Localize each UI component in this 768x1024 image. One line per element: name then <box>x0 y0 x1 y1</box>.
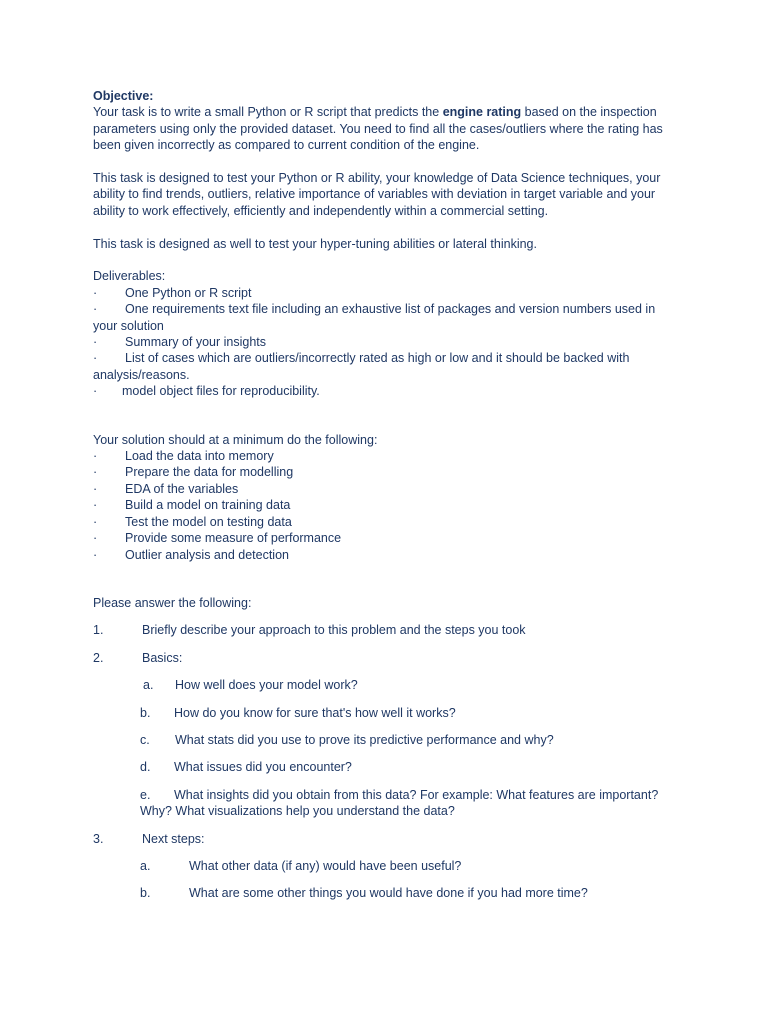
bullet-dot: · <box>93 335 98 350</box>
bullet-dot: · <box>93 465 98 480</box>
bullet-dot: · <box>93 384 98 399</box>
bullet-dot: · <box>93 481 98 496</box>
engine-rating-bold: engine rating <box>442 105 522 120</box>
bullet-dot: · <box>93 498 98 513</box>
deliverable-item: · List of cases which are outliers/incorrectly rated as high or low and it should be backed with analysis/reasons. <box>93 351 630 382</box>
minimum-item: · Build a model on training data <box>93 498 291 513</box>
hyper-tuning-paragraph: This task is designed as well to test your hyper-tuning abilities or lateral thinking. <box>93 236 537 251</box>
objective-heading: Objective: <box>93 89 154 103</box>
question-1: 1. Briefly describe your approach to this problem and the steps you took <box>93 623 526 638</box>
bullet-dot: · <box>93 302 98 317</box>
question-2c: c. What stats did you use to prove its predictive performance and why? <box>140 732 554 747</box>
document-page <box>93 88 678 902</box>
bullet-dot: · <box>93 285 98 300</box>
question-3: 3. Next steps: <box>93 831 205 846</box>
bullet-dot: · <box>93 514 98 529</box>
bullet-dot: · <box>93 547 98 562</box>
question-2b: b. How do you know for sure that's how well it works? <box>140 705 456 720</box>
bullet-dot: · <box>93 449 98 464</box>
deliverable-item: · Summary of your insights <box>93 335 267 350</box>
deliverable-item: · One requirements text file including an exhaustive list of packages and version numbers used in your solution <box>93 302 656 333</box>
minimum-heading: Your solution should at a minimum do the following: <box>93 432 378 447</box>
bullet-dot: · <box>93 531 98 546</box>
deliverable-item: · model object files for reproducibility. <box>93 384 320 399</box>
minimum-item: · Outlier analysis and detection <box>93 547 289 562</box>
minimum-item: · EDA of the variables <box>93 481 239 496</box>
minimum-item: · Load the data into memory <box>93 449 274 464</box>
question-2a: a. How well does your model work? <box>143 678 358 693</box>
objective-paragraph: Your task is to write a small Python or R script that predicts the engine rating based on the inspection parameters using only the provided dataset. You need to find all the cases/outliers where the rating has been given incorrectly as compared to current condition of the engine. <box>93 105 663 153</box>
skills-paragraph: This task is designed to test your Python or R ability, your knowledge of Data Science techniques, your ability to find trends, outliers, relative importance of variables with deviation in target variable and your ability to work effectively, efficiently and independently within a commercial setting. <box>93 171 661 218</box>
bullet-dot: · <box>93 351 98 366</box>
minimum-item: · Provide some measure of performance <box>93 531 342 546</box>
question-3a: a. What other data (if any) would have been useful? <box>140 858 462 873</box>
questions-heading: Please answer the following: <box>93 595 252 610</box>
question-2: 2. Basics: <box>93 650 183 665</box>
question-2d: d. What issues did you encounter? <box>140 760 352 775</box>
question-3b: b. What are some other things you would have done if you had more time? <box>140 886 588 901</box>
deliverables-heading: Deliverables: <box>93 269 166 284</box>
minimum-item: · Test the model on testing data <box>93 514 292 529</box>
minimum-item: · Prepare the data for modelling <box>93 465 294 480</box>
question-2e: e. What insights did you obtain from this data? For example: What features are important? Why? What visualizations help you understand the data? <box>140 787 659 819</box>
deliverable-item: · One Python or R script <box>93 285 252 300</box>
